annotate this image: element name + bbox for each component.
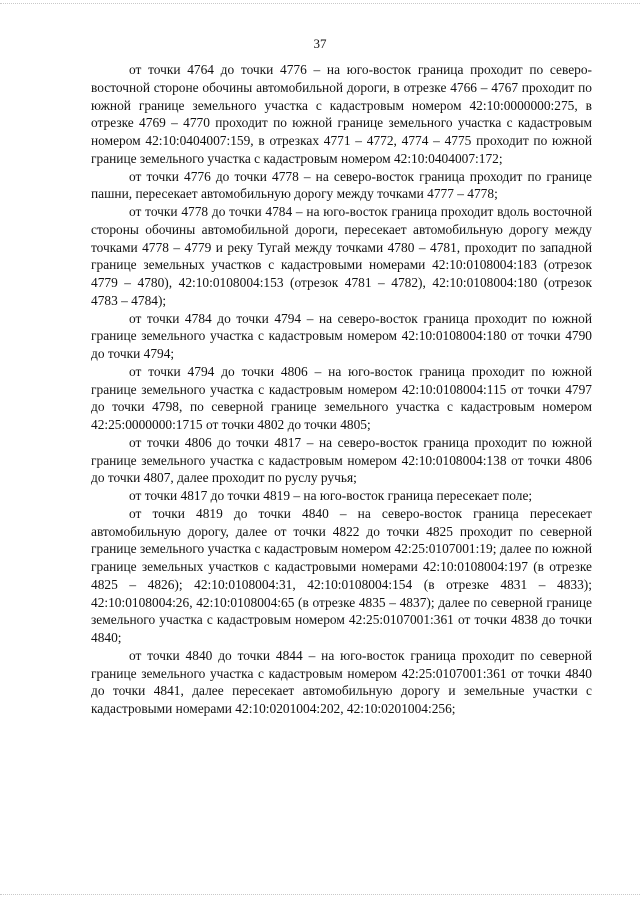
scan-edge-bottom <box>0 894 640 901</box>
paragraph-boundary-4776-4778: от точки 4776 до точки 4778 – на северо-восток граница проходит по границе пашни, пересекает автомобильную дорогу между точками 4777 – 4778; <box>91 168 592 202</box>
paragraph-boundary-4794-4806: от точки 4794 до точки 4806 – на юго-восток граница проходит по южной границе земельного участка с кадастровым номером 42:10:0108004:115 от точки 4797 до точки 4798, по северной границе земельного участка с кадастровым номером 42:25:0000000:1715 от точки 4802 до точки 4805; <box>91 363 592 432</box>
page-number: 37 <box>313 36 327 51</box>
paragraph-boundary-4778-4784: от точки 4778 до точки 4784 – на юго-восток граница проходит вдоль восточной стороны обочины автомобильной дороги, пересекает автомобильную дорогу между точками 4778 – 4779 и реку Тугай между точками 4780 – 4781, проходит по западной границе земельных участков с кадастровыми номерами 42:10:0108004:183 (отрезок 4779 – 4780), 42:10:0108004:153 (отрезок 4781 – 4782), 42:10:0108004:180 (отрезок 4783 – 4784); <box>91 204 592 308</box>
paragraph-boundary-4817-4819: от точки 4817 до точки 4819 – на юго-восток граница пересекает поле; <box>129 488 533 503</box>
document-body <box>91 61 592 718</box>
paragraph-boundary-4840-4844: от точки 4840 до точки 4844 – на юго-восток граница проходит по северной границе земельного участка с кадастровым номером 42:25:0107001:361 от точки 4840 до точки 4841, далее пересекает автомобильную дорогу и земельные участки с кадастровыми номерами 42:10:0201004:202, 42:10:0201004:256; <box>91 647 592 716</box>
paragraph-boundary-4806-4817: от точки 4806 до точки 4817 – на северо-восток граница проходит по южной границе земельного участка с кадастровым номером 42:10:0108004:138 от точки 4806 до точки 4807, далее проходит по руслу ручья; <box>91 434 592 486</box>
paragraph-boundary-4819-4840: от точки 4819 до точки 4840 – на северо-восток граница пересекает автомобильную дорогу, далее от точки 4822 до точки 4825 проходит по северной границе земельного участка с кадастровым номером 42:25:0107001:19; далее по южной границе земельных участков с кадастровыми номерами 42:10:0108004:197 (в отрезке 4825 – 4826); 42:10:0108004:31, 42:10:0108004:154 (в отрезке 4831 – 4833); 42:10:0108004:26, 42:10:0108004:65 (в отрезке 4835 – 4837); далее по северной границе земельного участка с кадастровым номером 42:25:0107001:361 от точки 4838 до точки 4840; <box>91 505 592 645</box>
scan-edge-top <box>0 3 640 10</box>
paragraph-boundary-4764-4776: от точки 4764 до точки 4776 – на юго-восток граница проходит по северо-восточной стороне обочины автомобильной дороги, в отрезке 4766 – 4767 проходит по южной границе земельного участка с кадастровым номером 42:10:0000000:275, в отрезке 4769 – 4770 проходит по южной границе земельного участка с кадастровым номером 42:10:0404007:159, в отрезках 4771 – 4772, 4774 – 4775 проходит по южной границе земельного участка с кадастровым номером 42:10:0404007:172; <box>91 62 592 166</box>
paragraph-boundary-4784-4794: от точки 4784 до точки 4794 – на северо-восток граница проходит по южной границе земельного участка с кадастровым номером 42:10:0108004:180 от точки 4790 до точки 4794; <box>91 310 592 361</box>
